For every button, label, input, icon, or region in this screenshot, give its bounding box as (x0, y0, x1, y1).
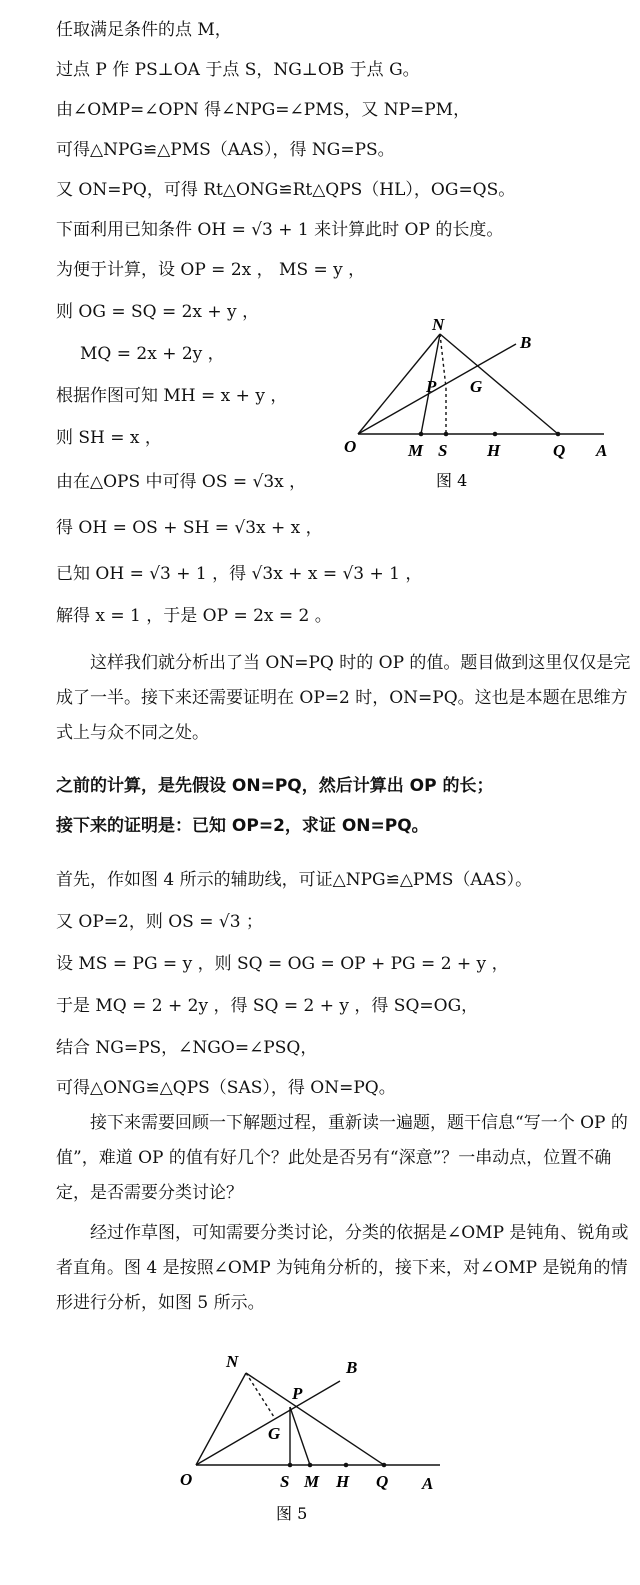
text-line: 可得△NPG≌△PMS（AAS），得 NG=PS。 (56, 140, 395, 160)
point-label: B (520, 333, 532, 352)
point-label: P (292, 1384, 303, 1403)
figure-caption: 图 5 (276, 1504, 308, 1523)
paragraph (56, 1106, 631, 1211)
text-line: 由在△OPS 中可得 OS = √3x ， (56, 472, 307, 492)
text-line: 设 MS = PG = y ，则 SQ = OG = OP + PG = 2 + y ， (56, 954, 509, 974)
point-label: M (408, 441, 424, 460)
paragraph-text: 经过作草图，可知需要分类讨论，分类的依据是∠OMP 是钝角、锐角或者直角。图 4 是按照∠OMP 为钝角分析的，接下来，对∠OMP 是锐角的情形进行分析，如图 5 所示。 (56, 1223, 629, 1313)
text-line: 首先，作如图 4 所示的辅助线，可证△NPG≌△PMS（AAS）。 (56, 870, 533, 890)
text-line: 根据作图可知 MH = x + y ， (56, 386, 288, 406)
point-label: B (346, 1358, 358, 1377)
figure-4 (330, 310, 630, 500)
text-line: 任取满足条件的点 M， (56, 20, 232, 40)
text-line: 已知 OH = √3 + 1 ，得 √3x + x = √3 + 1 ， (56, 564, 423, 584)
bold-statement: 接下来的证明是：已知 OP=2，求证 ON=PQ。 (56, 816, 429, 836)
paragraph (56, 646, 631, 751)
point-label: Q (553, 441, 566, 460)
text-line: 可得△ONG≌△QPS（SAS），得 ON=PQ。 (56, 1078, 396, 1098)
paragraph-text: 这样我们就分析出了当 ON=PQ 时的 OP 的值。题目做到这里仅仅是完成了一半。接下来还需要证明在 OP=2 时，ON=PQ。这也是本题在思维方式上与众不同之处。 (56, 653, 631, 743)
point-label: O (344, 437, 357, 456)
text-line: 解得 x = 1 ，于是 OP = 2x = 2 。 (56, 606, 332, 626)
point-label: N (226, 1352, 239, 1371)
text-line: 则 SH = x ， (56, 428, 162, 448)
text-line: 为便于计算，设 OP = 2x ， MS = y ， (56, 260, 366, 280)
text-line: 下面利用已知条件 OH = √3 + 1 来计算此时 OP 的长度。 (56, 220, 504, 240)
text-line: 得 OH = OS + SH = √3x + x ， (56, 518, 323, 538)
point-label: S (280, 1472, 290, 1491)
text-line: 过点 P 作 PS⊥OA 于点 S，NG⊥OB 于点 G。 (56, 60, 420, 80)
text-line: 由∠OMP=∠OPN 得∠NPG=∠PMS，又 NP=PM， (56, 100, 471, 120)
point-label: A (596, 441, 608, 460)
bold-statement: 之前的计算，是先假设 ON=PQ，然后计算出 OP 的长； (56, 776, 494, 796)
text-line: 结合 NG=PS，∠NGO=∠PSQ， (56, 1038, 318, 1058)
point-label: N (432, 315, 445, 334)
text-line: 于是 MQ = 2 + 2y ，得 SQ = 2 + y ，得 SQ=OG， (56, 996, 479, 1016)
point-label: G (268, 1424, 281, 1443)
text-line: MQ = 2x + 2y ， (80, 344, 225, 364)
text-line: 又 OP=2，则 OS = √3 ； (56, 912, 263, 932)
point-label: S (438, 441, 448, 460)
figure-caption: 图 4 (436, 471, 468, 490)
paragraph (56, 1216, 631, 1321)
point-label: Q (376, 1472, 389, 1491)
point-label: A (422, 1474, 434, 1493)
text-line: 又 ON=PQ，可得 Rt△ONG≌Rt△QPS（HL），OG=QS。 (56, 180, 516, 200)
text-line: 则 OG = SQ = 2x + y ， (56, 302, 260, 322)
figure-5 (170, 1335, 470, 1535)
point-label: O (180, 1470, 193, 1489)
point-label: H (336, 1472, 350, 1491)
point-label: M (304, 1472, 320, 1491)
paragraph-text: 接下来需要回顾一下解题过程，重新读一遍题，题干信息“写一个 OP 的值”，难道 OP 的值有好几个？此处是否另有“深意”？一串动点，位置不确定，是否需要分类讨论？ (56, 1113, 628, 1203)
point-label: G (470, 377, 483, 396)
point-label: H (487, 441, 501, 460)
point-label: P (426, 377, 437, 396)
